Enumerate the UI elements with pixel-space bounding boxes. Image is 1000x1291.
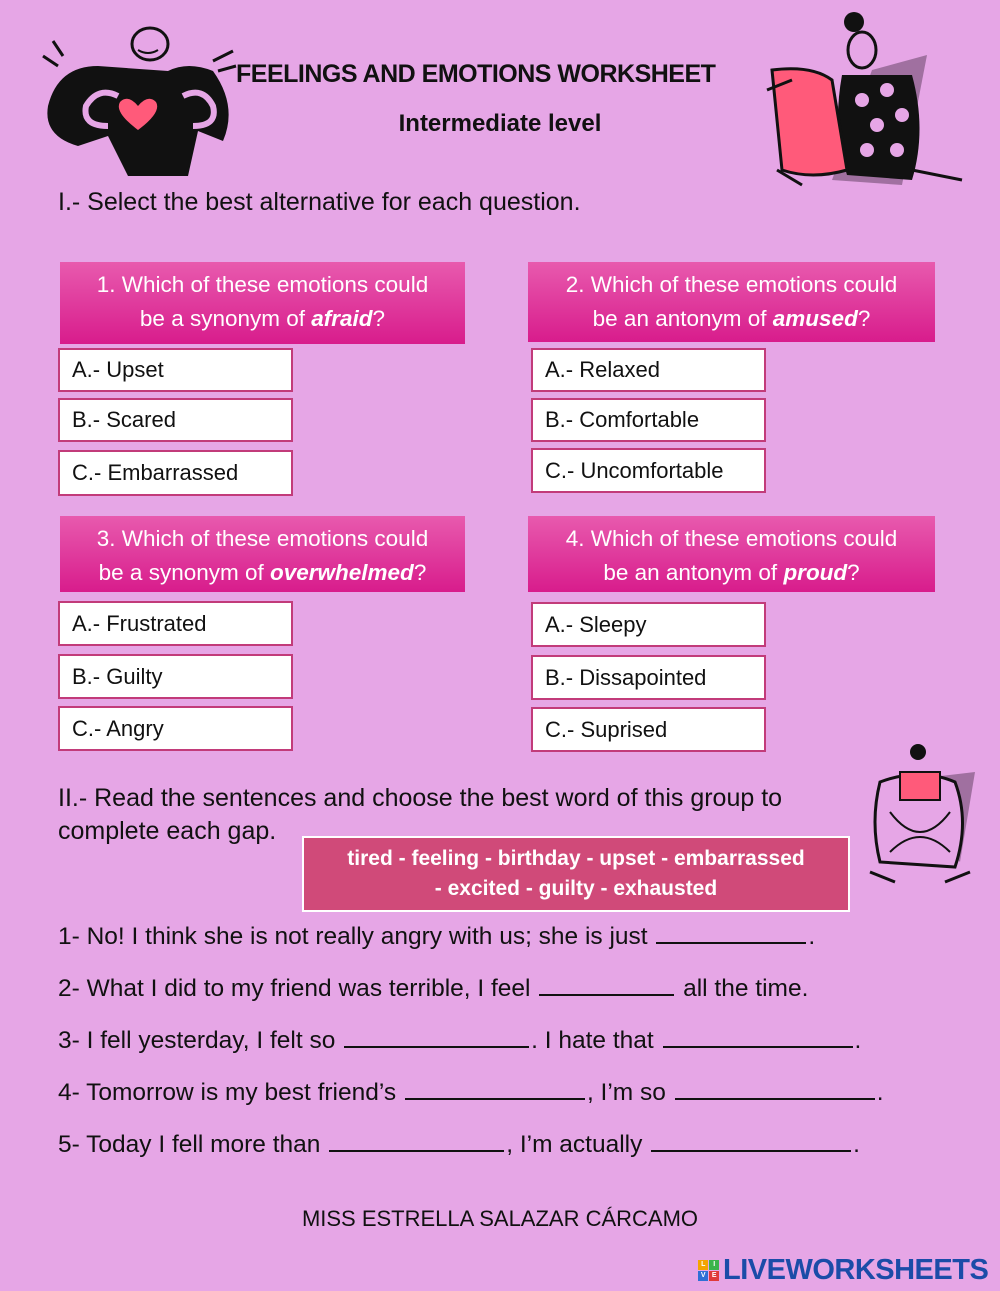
question-2-keyword: amused [772,306,858,331]
section2-heading: II.- Read the sentences and choose the best word of this group to complete each gap. [58,784,783,845]
word-bank: tired - feeling - birthday - upset - embarrassed - excited - guilty - exhausted [302,836,850,912]
worksheet-title: FEELINGS AND EMOTIONS WORKSHEET [236,60,716,88]
q3-option-c[interactable]: C.- Angry [58,706,293,751]
gap-5b[interactable] [651,1128,851,1152]
heart-hug-illustration [38,26,238,176]
q2-option-c[interactable]: C.- Uncomfortable [531,448,766,493]
q4-option-b[interactable]: B.- Dissapointed [531,655,766,700]
sitting-woman-illustration [762,10,972,200]
question-3-keyword: overwhelmed [270,560,414,585]
question-3-header: 3. Which of these emotions could be a synonym of overwhelmed? [60,516,465,592]
sentence-5: 5- Today I fell more than , I’m actually . [58,1128,860,1159]
sentence-2: 2- What I did to my friend was terrible, I feel all the time. [58,972,808,1003]
gap-2[interactable] [539,972,674,996]
q2-option-b[interactable]: B.- Comfortable [531,398,766,442]
sentence-4: 4- Tomorrow is my best friend’s , I’m so . [58,1076,884,1107]
q1-option-a[interactable]: A.- Upset [58,348,293,392]
gap-1[interactable] [656,920,806,944]
question-2-header: 2. Which of these emotions could be an antonym of amused? [528,262,935,342]
worksheet-subtitle: Intermediate level [398,110,602,137]
q1-option-c[interactable]: C.- Embarrassed [58,450,293,496]
liveworksheets-icon: L I V E [698,1260,719,1281]
question-4-keyword: proud [783,560,848,585]
author-name: MISS ESTRELLA SALAZAR CÁRCAMO [301,1206,699,1231]
question-4-header: 4. Which of these emotions could be an antonym of proud? [528,516,935,592]
liveworksheets-logo[interactable] [698,1254,988,1287]
section1-heading: I.- Select the best alternative for each question. [58,188,581,216]
q4-option-a[interactable]: A.- Sleepy [531,602,766,647]
sentence-1: 1- No! I think she is not really angry with us; she is just . [58,920,815,951]
q3-option-a[interactable]: A.- Frustrated [58,601,293,646]
gap-3b[interactable] [663,1024,853,1048]
gap-3a[interactable] [344,1024,529,1048]
gap-5a[interactable] [329,1128,504,1152]
q3-option-b[interactable]: B.- Guilty [58,654,293,699]
question-1-keyword: afraid [311,306,373,331]
gap-4b[interactable] [675,1076,875,1100]
q4-option-c[interactable]: C.- Suprised [531,707,766,752]
gap-4a[interactable] [405,1076,585,1100]
question-1-header: 1. Which of these emotions could be a synonym of afraid? [60,262,465,344]
q1-option-b[interactable]: B.- Scared [58,398,293,442]
sentence-3: 3- I fell yesterday, I felt so . I hate that . [58,1024,861,1055]
brand-text: LIVEWORKSHEETS [723,1254,989,1286]
reading-person-illustration [860,742,980,892]
q2-option-a[interactable]: A.- Relaxed [531,348,766,392]
